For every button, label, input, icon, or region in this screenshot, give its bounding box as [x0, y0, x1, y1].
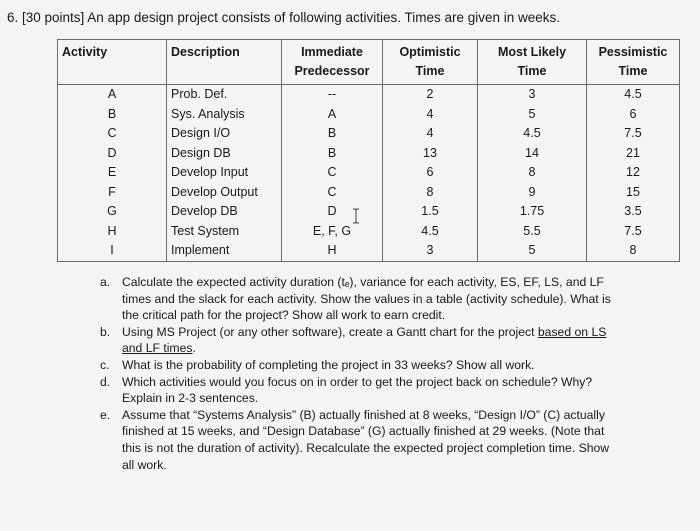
- cell-optimistic: 4.5: [383, 222, 478, 242]
- cell-most-likely: 8: [478, 163, 587, 183]
- question-list: [100, 274, 620, 473]
- cell-pessimistic: 7.5: [587, 124, 680, 144]
- cell-pessimistic: 8: [587, 241, 680, 261]
- cell-activity: B: [58, 105, 167, 125]
- header-optimistic-line1: Optimistic: [399, 45, 461, 59]
- header-predecessor: [282, 40, 383, 85]
- question-d: [100, 374, 620, 407]
- header-optimistic-line2: Time: [415, 64, 445, 78]
- table-row: [58, 241, 680, 261]
- cell-optimistic: 8: [383, 183, 478, 203]
- cell-description: Prob. Def.: [167, 85, 282, 105]
- cell-description: Design DB: [167, 144, 282, 164]
- header-activity: Activity: [58, 40, 167, 85]
- table-row: [58, 183, 680, 203]
- header-predecessor-line1: Immediate: [301, 45, 363, 59]
- cell-optimistic: 3: [383, 241, 478, 261]
- question-label: c.: [100, 357, 110, 372]
- header-predecessor-line2: Predecessor: [294, 64, 370, 78]
- cell-most-likely: 1.75: [478, 202, 587, 222]
- question-label: e.: [100, 407, 111, 422]
- cell-optimistic: 13: [383, 144, 478, 164]
- question-b: [100, 324, 620, 357]
- problem-title: 6. [30 points] An app design project consists of following activities. Times are given in weeks.: [7, 10, 561, 25]
- header-pessimistic-line1: Pessimistic: [598, 45, 668, 59]
- cell-pessimistic: 4.5: [587, 85, 680, 105]
- header-most-likely-line1: Most Likely: [497, 45, 567, 59]
- cell-activity: C: [58, 124, 167, 144]
- cell-pessimistic: 3.5: [587, 202, 680, 222]
- question-text: [122, 324, 620, 357]
- cell-predecessor: D: [282, 202, 383, 222]
- cell-description: Implement: [167, 241, 282, 261]
- header-description: Description: [167, 40, 282, 85]
- header-most-likely-line2: Time: [517, 64, 547, 78]
- cell-most-likely: 9: [478, 183, 587, 203]
- question-text: Which activities would you focus on in order to get the project back on schedule? Why? Explain in 2-3 sentences.: [122, 374, 593, 406]
- cell-description: Design I/O: [167, 124, 282, 144]
- cell-most-likely: 3: [478, 85, 587, 105]
- cell-pessimistic: 7.5: [587, 222, 680, 242]
- cell-most-likely: 14: [478, 144, 587, 164]
- question-a: [100, 274, 620, 324]
- cell-pessimistic: 21: [587, 144, 680, 164]
- header-pessimistic-line2: Time: [618, 64, 648, 78]
- cell-predecessor: H: [282, 241, 383, 261]
- cell-description: Develop Input: [167, 163, 282, 183]
- cell-pessimistic: 15: [587, 183, 680, 203]
- question-label: b.: [100, 324, 111, 339]
- question-label: a.: [100, 275, 111, 289]
- table-row: [58, 85, 680, 105]
- cell-optimistic: 4: [383, 124, 478, 144]
- cell-predecessor: C: [282, 183, 383, 203]
- cell-most-likely: 5: [478, 105, 587, 125]
- cell-activity: E: [58, 163, 167, 183]
- header-pessimistic: [587, 40, 680, 85]
- cell-predecessor: --: [282, 85, 383, 105]
- cell-optimistic: 1.5: [383, 202, 478, 222]
- cell-most-likely: 5: [478, 241, 587, 261]
- header-optimistic: [383, 40, 478, 85]
- cell-pessimistic: 12: [587, 163, 680, 183]
- cell-predecessor: E, F, G: [282, 222, 383, 242]
- cell-description: Develop DB: [167, 202, 282, 222]
- cell-activity: I: [58, 241, 167, 261]
- cell-description: Develop Output: [167, 183, 282, 203]
- cell-description: Sys. Analysis: [167, 105, 282, 125]
- cell-most-likely: 5.5: [478, 222, 587, 242]
- question-text: Calculate the expected activity duration (tₑ), variance for each activity, ES, EF, LS, and LF times and the slack for each activity. Show the values in a table (activity schedule). What is the critical path for the project? Show all work to earn credit.: [122, 275, 611, 323]
- table-row: [58, 202, 680, 222]
- cell-activity: G: [58, 202, 167, 222]
- table-row: [58, 222, 680, 242]
- question-e: [100, 407, 620, 473]
- cell-activity: D: [58, 144, 167, 164]
- question-c: [100, 357, 620, 374]
- cell-predecessor: B: [282, 124, 383, 144]
- activity-table: [57, 39, 680, 262]
- table-row: [58, 144, 680, 164]
- cell-most-likely: 4.5: [478, 124, 587, 144]
- cell-predecessor: A: [282, 105, 383, 125]
- question-text: Assume that “Systems Analysis” (B) actually finished at 8 weeks, “Design I/O” (C) actually finished at 15 weeks, and “Design Database” (G) actually finished at 29 weeks. (Note that this is not the duration of activity). Recalculate the expected project completion time. Show all work.: [122, 407, 610, 472]
- table-row: [58, 124, 680, 144]
- cell-predecessor: B: [282, 144, 383, 164]
- cell-pessimistic: 6: [587, 105, 680, 125]
- text-cursor-icon: [352, 208, 360, 224]
- question-label: d.: [100, 374, 111, 389]
- cell-activity: A: [58, 85, 167, 105]
- question-text-part: Using MS Project (or any other software), create a Gantt chart for the project: [122, 324, 538, 339]
- question-text-part: .: [192, 341, 196, 356]
- cell-activity: H: [58, 222, 167, 242]
- cell-optimistic: 2: [383, 85, 478, 105]
- cell-predecessor: C: [282, 163, 383, 183]
- question-text-underlined: based on LS and LF times: [122, 324, 607, 356]
- question-text: What is the probability of completing the project in 33 weeks? Show all work.: [122, 357, 535, 372]
- cell-optimistic: 6: [383, 163, 478, 183]
- table-row: [58, 105, 680, 125]
- table-row: [58, 163, 680, 183]
- cell-activity: F: [58, 183, 167, 203]
- cell-optimistic: 4: [383, 105, 478, 125]
- header-most-likely: [478, 40, 587, 85]
- cell-description: Test System: [167, 222, 282, 242]
- table-header-row: [58, 40, 680, 85]
